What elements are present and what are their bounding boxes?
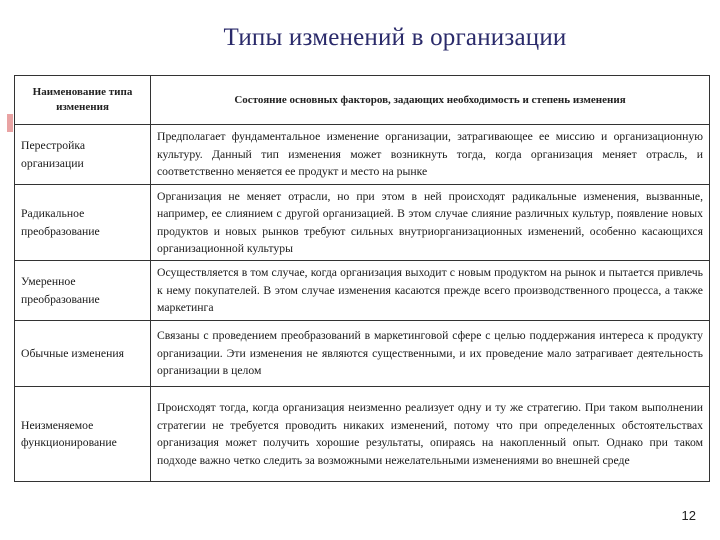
header-factors: Состояние основных факторов, задающих необходимость и степень изменения	[151, 76, 710, 125]
slide-title: Типы изменений в организации	[223, 24, 567, 51]
row-description: Происходят тогда, когда организация неизменно реализует одну и ту же стратегию. При таком выполнении стратегии не требуется проводить никаких изменений, потому что при определенных обстоятельствах организация может получить хорошие результаты, опираясь на накопленный опыт. Однако при таком подходе важно четко следить за возможными нежелательными изменениями во внешней среде	[151, 387, 710, 482]
row-type-name: Перестройка организации	[15, 125, 151, 185]
table-header-row	[15, 76, 710, 125]
table-row	[15, 261, 710, 321]
accent-bar	[7, 114, 13, 132]
row-type-name: Обычные изменения	[15, 321, 151, 387]
table-row	[15, 185, 710, 261]
changes-table	[14, 75, 710, 482]
table-row	[15, 125, 710, 185]
row-type-name: Неизменяемое функционирование	[15, 387, 151, 482]
row-description: Предполагает фундаментальное изменение организации, затрагивающее ее миссию и организационную культуру. Данный тип изменения может возникнуть тогда, когда организация меняет отрасль, и соответственно меняется ее продукт и место на рынке	[151, 125, 710, 185]
table-row	[15, 387, 710, 482]
row-description: Осуществляется в том случае, когда организация выходит с новым продуктом на рынок и пытается привлечь к нему покупателей. В этом случае изменения касаются прежде всего производственного процесса, а также маркетинга	[151, 261, 710, 321]
table-row	[15, 321, 710, 387]
header-type-name: Наименование типа изменения	[15, 76, 151, 125]
row-description: Связаны с проведением преобразований в маркетинговой сфере с целью поддержания интереса к продукту организации. Эти изменения не являются существенными, и их проведение мало затрагивает деятельность организации в целом	[151, 321, 710, 387]
row-description: Организация не меняет отрасли, но при этом в ней происходят радикальные изменения, вызванные, например, ее слиянием с другой организацией. В этом случае слияние различных культур, появление новых продуктов и новых рынков требуют сильных внутриорганизационных изменений, особенно касающихся организационной культуры	[151, 185, 710, 261]
page-number: 12	[681, 508, 696, 523]
row-type-name: Умеренное преобразование	[15, 261, 151, 321]
row-type-name: Радикальное преобразование	[15, 185, 151, 261]
